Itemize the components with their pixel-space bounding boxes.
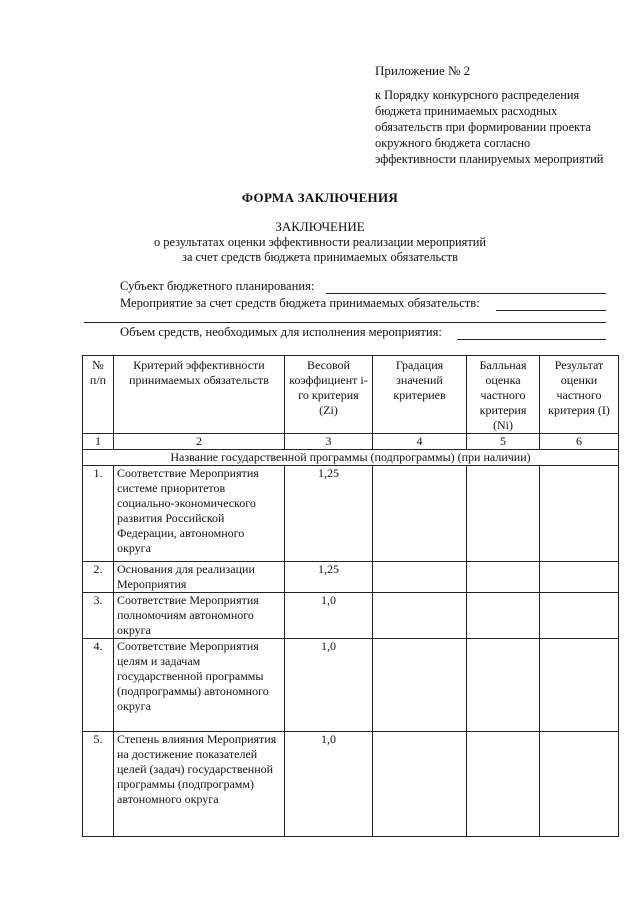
row-result[interactable] <box>540 732 619 837</box>
row-criterion: Соответствие Мероприятия полномочиям автономного округа <box>114 593 285 639</box>
row-number: 3. <box>83 593 114 639</box>
appendix-reference <box>375 87 635 167</box>
header-weight: Весовой коэффициент i-го критерия (Zi) <box>285 356 373 434</box>
row-weight: 1,0 <box>285 639 373 732</box>
row-score[interactable] <box>467 562 540 593</box>
column-number: 1 <box>83 434 114 450</box>
subject-field-line[interactable] <box>326 293 606 294</box>
table-row <box>83 639 619 732</box>
conclusion-subtitle-line: за счет средств бюджета принимаемых обязательств <box>182 250 458 264</box>
row-result[interactable] <box>540 639 619 732</box>
table-row <box>83 732 619 837</box>
row-score[interactable] <box>467 593 540 639</box>
header-criterion: Критерий эффективности принимаемых обязательств <box>114 356 285 434</box>
row-criterion: Степень влияния Мероприятия на достижение показателей целей (задач) государственной программы (подпрограмм) автономного округа <box>114 732 285 837</box>
appendix-line: обязательств при формировании проекта <box>375 120 591 134</box>
appendix-line: к Порядку конкурсного распределения <box>375 88 580 102</box>
column-number-row <box>83 434 619 450</box>
form-title: ФОРМА ЗАКЛЮЧЕНИЯ <box>241 190 399 205</box>
row-score[interactable] <box>467 466 540 562</box>
measure-field-line-continued[interactable] <box>84 322 606 323</box>
row-criterion: Соответствие Мероприятия целям и задачам государственной программы (подпрограммы) автономного округа <box>114 639 285 732</box>
row-weight: 1,25 <box>285 562 373 593</box>
conclusion-subtitle <box>0 235 640 265</box>
row-criterion: Основания для реализации Мероприятия <box>114 562 285 593</box>
measure-field-label: Мероприятие за счет средств бюджета принимаемых обязательств: <box>120 296 480 310</box>
table-header-row <box>83 356 619 434</box>
table-row <box>83 466 619 562</box>
row-number: 4. <box>83 639 114 732</box>
header-gradation: Градация значений критериев <box>373 356 467 434</box>
appendix-line: эффективности планируемых мероприятий <box>375 152 604 166</box>
volume-field-line[interactable] <box>457 339 606 340</box>
row-weight: 1,0 <box>285 593 373 639</box>
row-result[interactable] <box>540 466 619 562</box>
table-row <box>83 593 619 639</box>
row-gradation[interactable] <box>373 466 467 562</box>
conclusion-subtitle-line: о результатах оценки эффективности реализации мероприятий <box>153 235 487 249</box>
row-score[interactable] <box>467 732 540 837</box>
subject-field-label: Субъект бюджетного планирования: <box>120 279 315 293</box>
header-number: № п/п <box>83 356 114 434</box>
section-title: Название государственной программы (подпрограммы) (при наличии) <box>83 450 619 466</box>
criteria-table <box>82 355 619 837</box>
header-result: Результат оценки частного критерия (I) <box>540 356 619 434</box>
row-result[interactable] <box>540 562 619 593</box>
row-gradation[interactable] <box>373 593 467 639</box>
row-gradation[interactable] <box>373 562 467 593</box>
appendix-line: бюджета принимаемых расходных <box>375 104 558 118</box>
conclusion-title: ЗАКЛЮЧЕНИЕ <box>275 219 365 234</box>
row-criterion: Соответствие Мероприятия системе приоритетов социально-экономического развития Российской Федерации, автономного округа <box>114 466 285 562</box>
header-score: Балльная оценка частного критерия (Ni) <box>467 356 540 434</box>
column-number: 2 <box>114 434 285 450</box>
section-row <box>83 450 619 466</box>
appendix-title: Приложение № 2 <box>375 63 471 78</box>
row-number: 2. <box>83 562 114 593</box>
column-number: 4 <box>373 434 467 450</box>
row-weight: 1,25 <box>285 466 373 562</box>
row-number: 5. <box>83 732 114 837</box>
measure-field-line[interactable] <box>496 310 606 311</box>
column-number: 3 <box>285 434 373 450</box>
row-number: 1. <box>83 466 114 562</box>
row-result[interactable] <box>540 593 619 639</box>
table-row <box>83 562 619 593</box>
row-gradation[interactable] <box>373 639 467 732</box>
row-weight: 1,0 <box>285 732 373 837</box>
row-gradation[interactable] <box>373 732 467 837</box>
column-number: 6 <box>540 434 619 450</box>
appendix-line: окружного бюджета согласно <box>375 136 531 150</box>
column-number: 5 <box>467 434 540 450</box>
volume-field-label: Объем средств, необходимых для исполнения мероприятия: <box>120 325 442 339</box>
row-score[interactable] <box>467 639 540 732</box>
